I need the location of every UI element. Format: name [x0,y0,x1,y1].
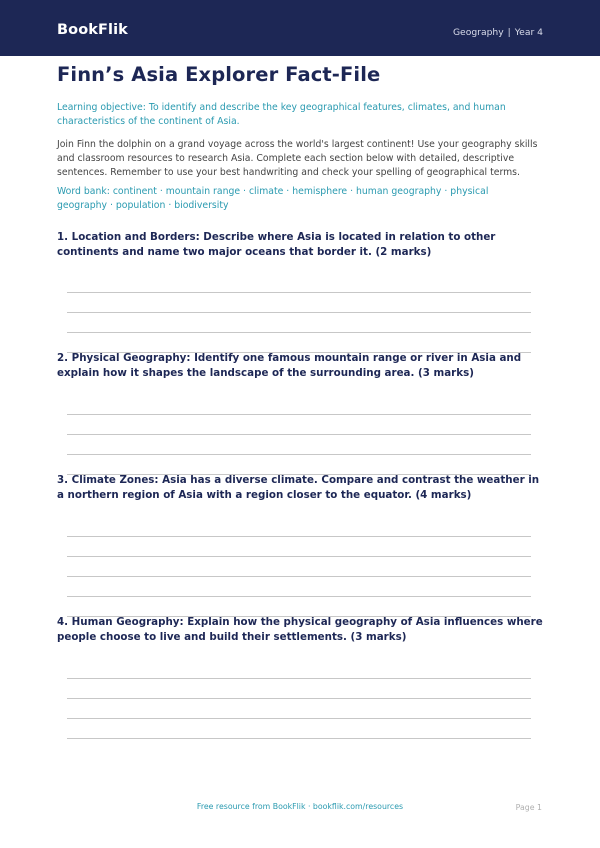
page-number: Page 1 [515,803,542,812]
word-bank: Word bank: continent · mountain range · climate · hemisphere · human geography · physical geography · population · biodiversity [57,186,489,211]
brand-logo: BookFlik [57,22,128,38]
subject-year-label [453,27,543,38]
answer-line[interactable] [67,454,531,455]
answer-line[interactable] [67,738,531,739]
answer-line[interactable] [67,414,531,415]
footer-text: Free resource from BookFlik · bookflik.com/resources [196,802,404,811]
answer-line[interactable] [67,596,531,597]
question-1: 1. Location and Borders: Describe where Asia is located in relation to other continents and name two major oceans that border it. (2 marks) [57,231,496,258]
learning-objective: Learning objective: To identify and describe the key geographical features, climates, and human characteristics of the continent of Asia. [57,102,506,127]
answer-line[interactable] [67,576,531,577]
answer-line[interactable] [67,698,531,699]
answer-line[interactable] [67,332,531,333]
subject-label: Geography [452,27,504,38]
answer-line[interactable] [67,678,531,679]
intro-paragraph: Join Finn the dolphin on a grand voyage across the world's largest continent! Use your geography skills and classroom resources to research Asia. Complete each section below with detailed, descriptive sentences. Remember to use your best handwriting and check your spelling of geographical terms. [57,139,538,178]
answer-line[interactable] [67,536,531,537]
separator: | [507,27,511,38]
answer-line[interactable] [67,312,531,313]
answer-line[interactable] [67,292,531,293]
question-3: 3. Climate Zones: Asia has a diverse climate. Compare and contrast the weather in a northern region of Asia with a region closer to the equator. (4 marks) [57,474,540,501]
question-2: 2. Physical Geography: Identify one famous mountain range or river in Asia and explain how it shapes the landscape of the surrounding area. (3 marks) [57,352,522,379]
question-4: 4. Human Geography: Explain how the physical geography of Asia influences where people choose to live and build their settlements. (3 marks) [57,616,543,643]
year-label: Year 4 [514,27,543,38]
answer-line[interactable] [67,434,531,435]
page-title: Finn’s Asia Explorer Fact-File [57,63,381,86]
header-bar [0,0,600,56]
answer-line[interactable] [67,556,531,557]
answer-line[interactable] [67,718,531,719]
